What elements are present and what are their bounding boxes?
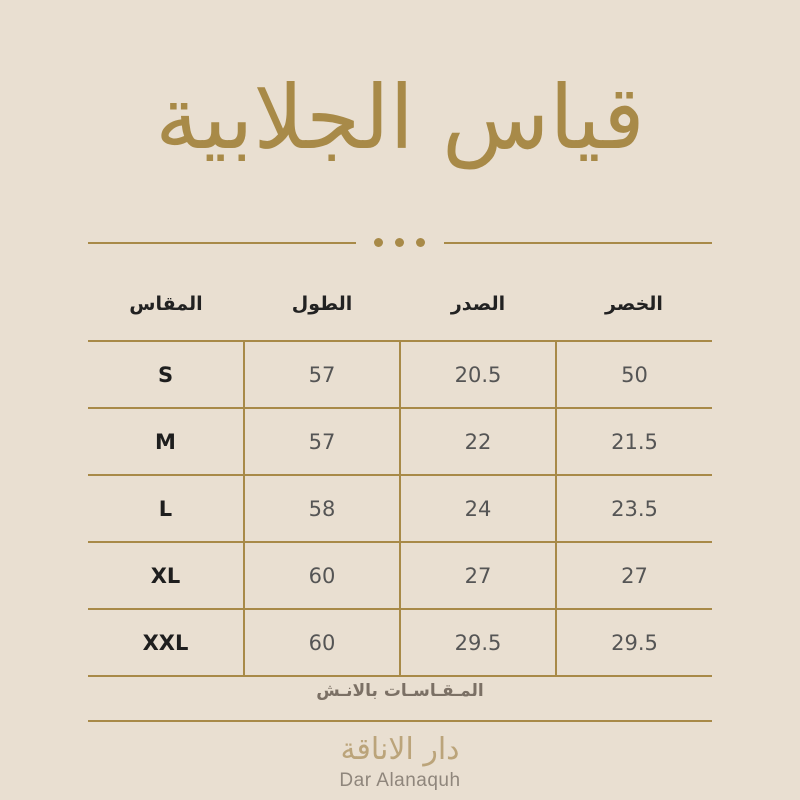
brand-name-arabic: دار الاناقة [340, 732, 460, 767]
header-chest: الصدر [400, 268, 556, 341]
length-cell: 60 [244, 609, 400, 676]
dot [395, 238, 404, 247]
size-cell: XL [88, 542, 244, 609]
table-row [88, 408, 712, 475]
length-cell: 60 [244, 542, 400, 609]
units-note: المـقـاسـات بالانـش [88, 662, 712, 722]
waist-cell: 50 [556, 341, 712, 408]
page-title: قياس الجلابية [155, 66, 645, 169]
waist-cell: 29.5 [556, 609, 712, 676]
brand-name-latin: Dar Alanaquh [339, 770, 461, 791]
table-row [88, 475, 712, 542]
length-cell: 57 [244, 408, 400, 475]
chest-cell: 24 [400, 475, 556, 542]
dots-icon [374, 238, 426, 248]
waist-cell: 27 [556, 542, 712, 609]
dot [416, 238, 425, 247]
divider-ornament [88, 234, 712, 252]
length-cell: 58 [244, 475, 400, 542]
size-cell: XXL [88, 609, 244, 676]
waist-cell: 23.5 [556, 475, 712, 542]
divider-line-right [444, 242, 712, 244]
waist-cell: 21.5 [556, 408, 712, 475]
chest-cell: 22 [400, 408, 556, 475]
table-header-row [88, 268, 712, 341]
dot [374, 238, 383, 247]
table-row [88, 542, 712, 609]
size-table [88, 268, 712, 677]
table-row [88, 341, 712, 408]
chest-cell: 20.5 [400, 341, 556, 408]
header-waist: الخصر [556, 268, 712, 341]
header-size: المقاس [88, 268, 244, 341]
header-length: الطول [244, 268, 400, 341]
size-table-container [88, 268, 712, 677]
size-cell: M [88, 408, 244, 475]
size-cell: L [88, 475, 244, 542]
length-cell: 57 [244, 341, 400, 408]
chest-cell: 29.5 [400, 609, 556, 676]
size-cell: S [88, 341, 244, 408]
divider-line-left [88, 242, 356, 244]
chest-cell: 27 [400, 542, 556, 609]
